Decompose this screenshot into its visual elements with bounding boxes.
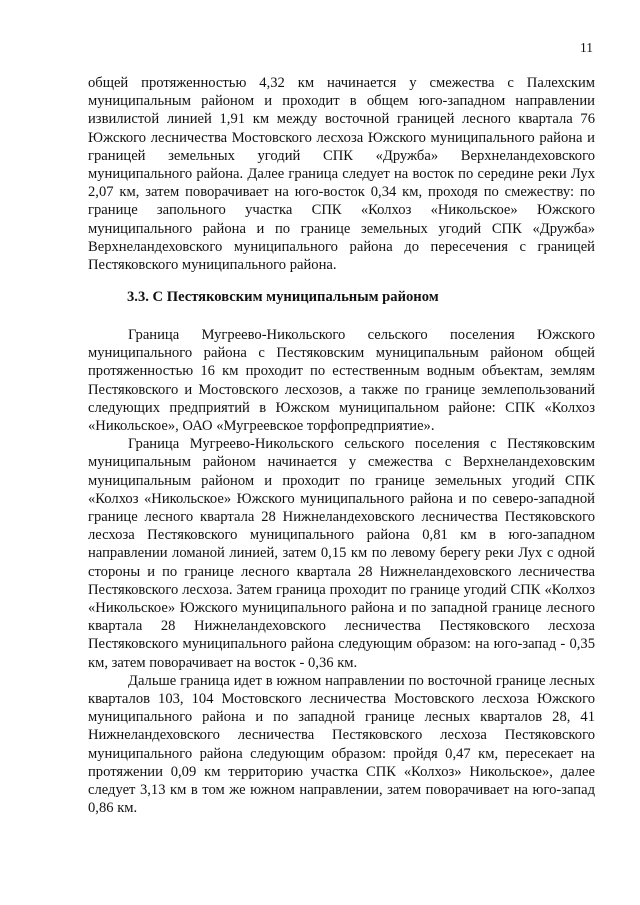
section-paragraph-2: Граница Мугреево-Никольского сельского поселения с Пестяковским муниципальным районом начинается у смежества с Верхнеландеховским муниципальным районом и проходит по границе земельных угодий СПК «Колхоз «Никольское» Южского муниципального района и по северо-западной границе лесного квартала 28 Нижнеландеховского лесничества Пестяковского лесхоза Пестяковского муниципального района 0,81 км в юго-западном направлении ломаной линией, затем 0,15 км по левому берегу реки Лух с одной стороны и по границе лесного квартала 28 Нижнеландеховского лесничества Пестяковского лесхоза. Затем граница проходит по границе угодий СПК «Колхоз «Никольское» Южского муниципального района и по западной границе лесного квартала 28 Нижнеландеховского лесничества Пестяковского лесхоза Пестяковского муниципального района следующим образом: на юго-запад - 0,35 км, затем поворачивает на восток - 0,36 км. bbox=[88, 436, 595, 671]
section-heading: 3.3. С Пестяковским муниципальным районом bbox=[127, 289, 439, 305]
section-paragraph-1: Граница Мугреево-Никольского сельского поселения Южского муниципального района с Пестяковским муниципальным районом общей протяженностью 16 км проходит по естественным водным объектам, землям Пестяковского и Мостовского лесхозов, а также по границе землепользований следующих предприятий в Южском муниципальном районе: СПК «Колхоз «Никольское», ОАО «Мугреевское торфопредприятие». bbox=[88, 327, 595, 435]
section-paragraph-3: Дальше граница идет в южном направлении по восточной границе лесных кварталов 103, 104 Мостовского лесничества Мостовского лесхоза Южского муниципального района и по западной границе лесных кварталов 28, 41 Нижнеландеховского лесничества Пестяковского лесхоза Пестяковского муниципального района следующим образом: пройдя 0,47 км, пересекает на протяжении 0,09 км территорию участка СПК «Колхоз» Никольское», далее следует 3,13 км в том же южном направлении, затем поворачивает на юго-запад 0,86 км. bbox=[88, 672, 595, 817]
section-body bbox=[88, 326, 595, 817]
page-number: 11 bbox=[580, 40, 593, 55]
intro-text-block bbox=[88, 74, 595, 274]
intro-paragraph: общей протяженностью 4,32 км начинается у смежества с Палехским муниципальным районом и проходит в общем юго-западном направлении извилистой линией 1,91 км между восточной границей лесного квартала 76 Южского лесничества Мостовского лесхоза Южского муниципального района и границей земельных угодий СПК «Дружба» Верхнеландеховского муниципального района. Далее граница следует на восток по середине реки Лух 2,07 км, затем поворачивает на юго-восток 0,34 км, проходя по смежеству: по границе запольного участка СПК «Колхоз «Никольское» Южского муниципального района и по границе земельных угодий СПК «Дружба» Верхнеландеховского муниципального района до пересечения с границей Пестяковского муниципального района. bbox=[88, 75, 595, 274]
